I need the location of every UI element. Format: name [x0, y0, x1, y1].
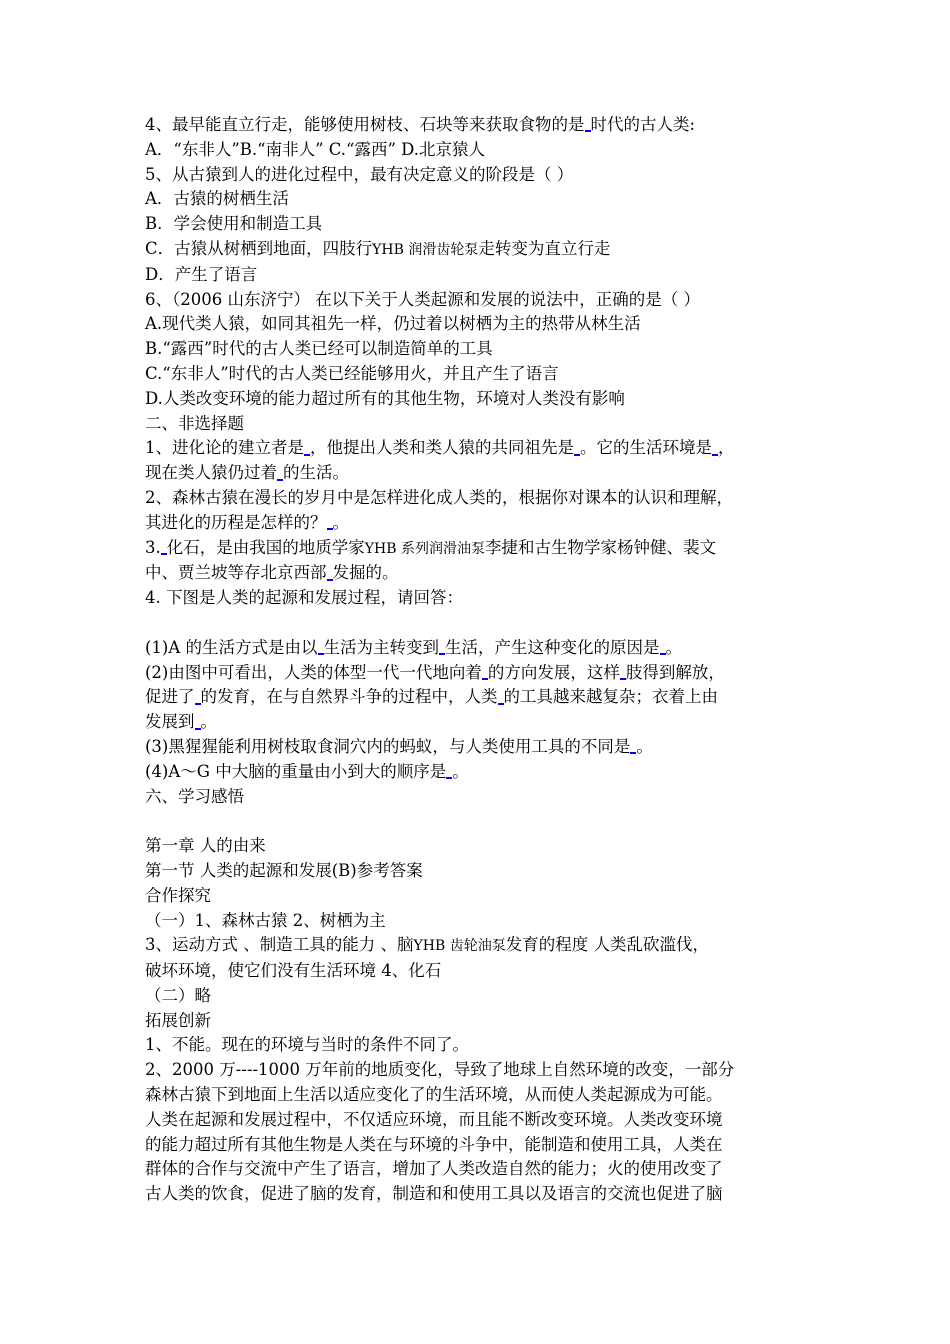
spacer	[145, 809, 815, 834]
text: 3.	[145, 537, 161, 557]
text: 。	[332, 512, 349, 532]
q6-option-c: C.“东非人”时代的古人类已经能够用火，并且产生了语言	[145, 363, 559, 383]
q6-option-d: D.人类改变环境的能力超过所有的其他生物，环境对人类没有影响	[145, 388, 625, 408]
nc-question-3	[145, 536, 815, 562]
text: 。它的生活环境是	[580, 438, 712, 458]
nc-question-1	[145, 436, 815, 461]
coop-answer-2: （二）略	[145, 985, 211, 1005]
text: 肢得到解放，	[625, 662, 725, 682]
q4-options: A．“东非人”B.“南非人” C.“露西” D.北京猿人	[145, 139, 486, 159]
text: ，	[718, 438, 735, 458]
text: 生活，产生这种变化的原因是	[445, 637, 660, 657]
q5-option-d: D．产生了语言	[145, 264, 258, 284]
sub-question-2-cont	[145, 685, 815, 710]
q5-c-text-end: 走转变为直立行走	[478, 238, 611, 258]
ext-answer-2-line-2: 森林古猿下到地面上生活以适应变化了的生活环境，从而使人类起源成为可能。	[145, 1085, 723, 1105]
text: 发掘的。	[332, 563, 399, 583]
q6-option-b: B.“露西”时代的古人类已经可以制造简单的工具	[145, 339, 493, 359]
extension-heading: 拓展创新	[145, 1010, 211, 1030]
coop-answer-3	[145, 933, 815, 959]
q5-c-text: C．古猿从树栖到地面，四肢行	[145, 238, 373, 258]
text: 的发育，在与自然界斗争的过程中，人类	[200, 687, 498, 707]
text: 3、运动方式 、制造工具的能力 、脑	[145, 935, 414, 955]
text: 发展到	[145, 712, 195, 732]
text: 中、贾兰坡等存北京西部	[145, 563, 327, 583]
text: 的方向发展，这样	[487, 662, 620, 682]
section-heading-reflection: 六、学习感悟	[145, 786, 244, 806]
coop-answer-3-cont: 破坏环境，使它们没有生活环境 4、化石	[145, 961, 442, 981]
text: 现在类人猿仍过着	[145, 463, 277, 483]
inline-ad-text: YHB 系列润滑油泵	[364, 540, 485, 557]
question-5: 5、从古猿到人的进化过程中，最有决定意义的阶段是（ ）	[145, 164, 574, 184]
question-4	[145, 113, 815, 138]
text: 发育的程度 人类乱砍滥伐，	[505, 935, 709, 955]
text: 促进了	[145, 687, 195, 707]
question-6: 6、（2006 山东济宁） 在以下关于人类起源和发展的说法中，正确的是（ ）	[145, 289, 700, 309]
q5-option-a: A．古猿的树栖生活	[145, 189, 289, 209]
coop-heading: 合作探究	[145, 885, 211, 905]
coop-answer-1: （一）1、森林古猿 2、树栖为主	[145, 910, 386, 930]
text: 1、进化论的建立者是	[145, 438, 304, 458]
sub-question-1	[145, 636, 815, 661]
text: 。	[452, 761, 469, 781]
text: 的工具越来越复杂；衣着上由	[503, 687, 718, 707]
nc-question-2-cont	[145, 511, 815, 536]
text: 。	[200, 712, 217, 732]
inline-ad-text: YHB 齿轮油泵	[413, 938, 506, 955]
nc-question-2: 2、森林古猿在漫长的岁月中是怎样进化成人类的，根据你对课本的认识和理解，	[145, 487, 733, 507]
q4-text: 4、最早能直立行走，能够使用树枝、石块等来获取食物的是	[145, 115, 585, 134]
text: (2)由图中可看出，人类的体型一代一代地向着	[145, 662, 482, 682]
sub-question-4	[145, 760, 815, 785]
q4-text-end: 时代的古人类:	[590, 115, 696, 134]
nc-question-3-cont	[145, 561, 815, 586]
q5-option-b: B．学会使用和制造工具	[145, 214, 323, 234]
chapter-title: 第一章 人的由来	[145, 836, 266, 856]
sub-question-2	[145, 661, 815, 686]
ext-answer-2-line-4: 的能力超过所有其他生物是人类在与环境的斗争中，能制造和使用工具，人类在	[145, 1134, 723, 1154]
text: 的生活。	[283, 463, 349, 483]
q5-option-c	[145, 237, 815, 263]
text: (4)A～G 中大脑的重量由小到大的顺序是	[145, 761, 447, 781]
nc-question-4-title: 4. 下图是人类的起源和发展过程，请回答：	[145, 588, 463, 608]
document-page	[145, 113, 815, 1207]
text: (1)A 的生活方式是由以	[145, 637, 318, 657]
section-heading-nonchoice: 二、非选择题	[145, 413, 244, 433]
ext-answer-1: 1、不能。现在的环境与当时的条件不同了。	[145, 1035, 469, 1055]
q6-option-a: A.现代类人猿，如同其祖先一样，仍过着以树栖为主的热带从林生活	[145, 314, 641, 334]
figure-gap	[145, 611, 815, 636]
inline-ad-text: YHB 润滑齿轮泵	[372, 241, 479, 258]
ext-answer-2-line-5: 群体的合作与交流中产生了语言，增加了人类改造自然的能力；火的使用改变了	[145, 1159, 723, 1179]
nc-question-1-cont	[145, 461, 815, 486]
text: 生活为主转变到	[323, 637, 440, 657]
text: 其进化的历程是怎样的？	[145, 512, 327, 532]
ext-answer-2-line-1: 2、2000 万----1000 万年前的地质变化，导致了地球上自然环境的改变，一部分	[145, 1060, 735, 1080]
section-title: 第一节 人类的起源和发展(B)参考答案	[145, 860, 423, 880]
sub-question-2-end	[145, 710, 815, 735]
text: 。	[636, 736, 653, 756]
text: ，他提出人类和类人猿的共同祖先是	[310, 438, 574, 458]
text: 化石，是由我国的地质学家	[166, 537, 365, 557]
ext-answer-2-line-3: 人类在起源和发展过程中，不仅适应环境，而且能不断改变环境。人类改变环境	[145, 1109, 723, 1129]
text: 。	[665, 637, 683, 657]
text: (3)黑猩猩能利用树枝取食洞穴内的蚂蚁，与人类使用工具的不同是	[145, 736, 631, 756]
sub-question-3	[145, 735, 815, 760]
ext-answer-2-line-6: 古人类的饮食，促进了脑的发育，制造和和使用工具以及语言的交流也促进了脑	[145, 1184, 723, 1204]
text: 李捷和古生物学家杨钟健、裴文	[484, 537, 716, 557]
